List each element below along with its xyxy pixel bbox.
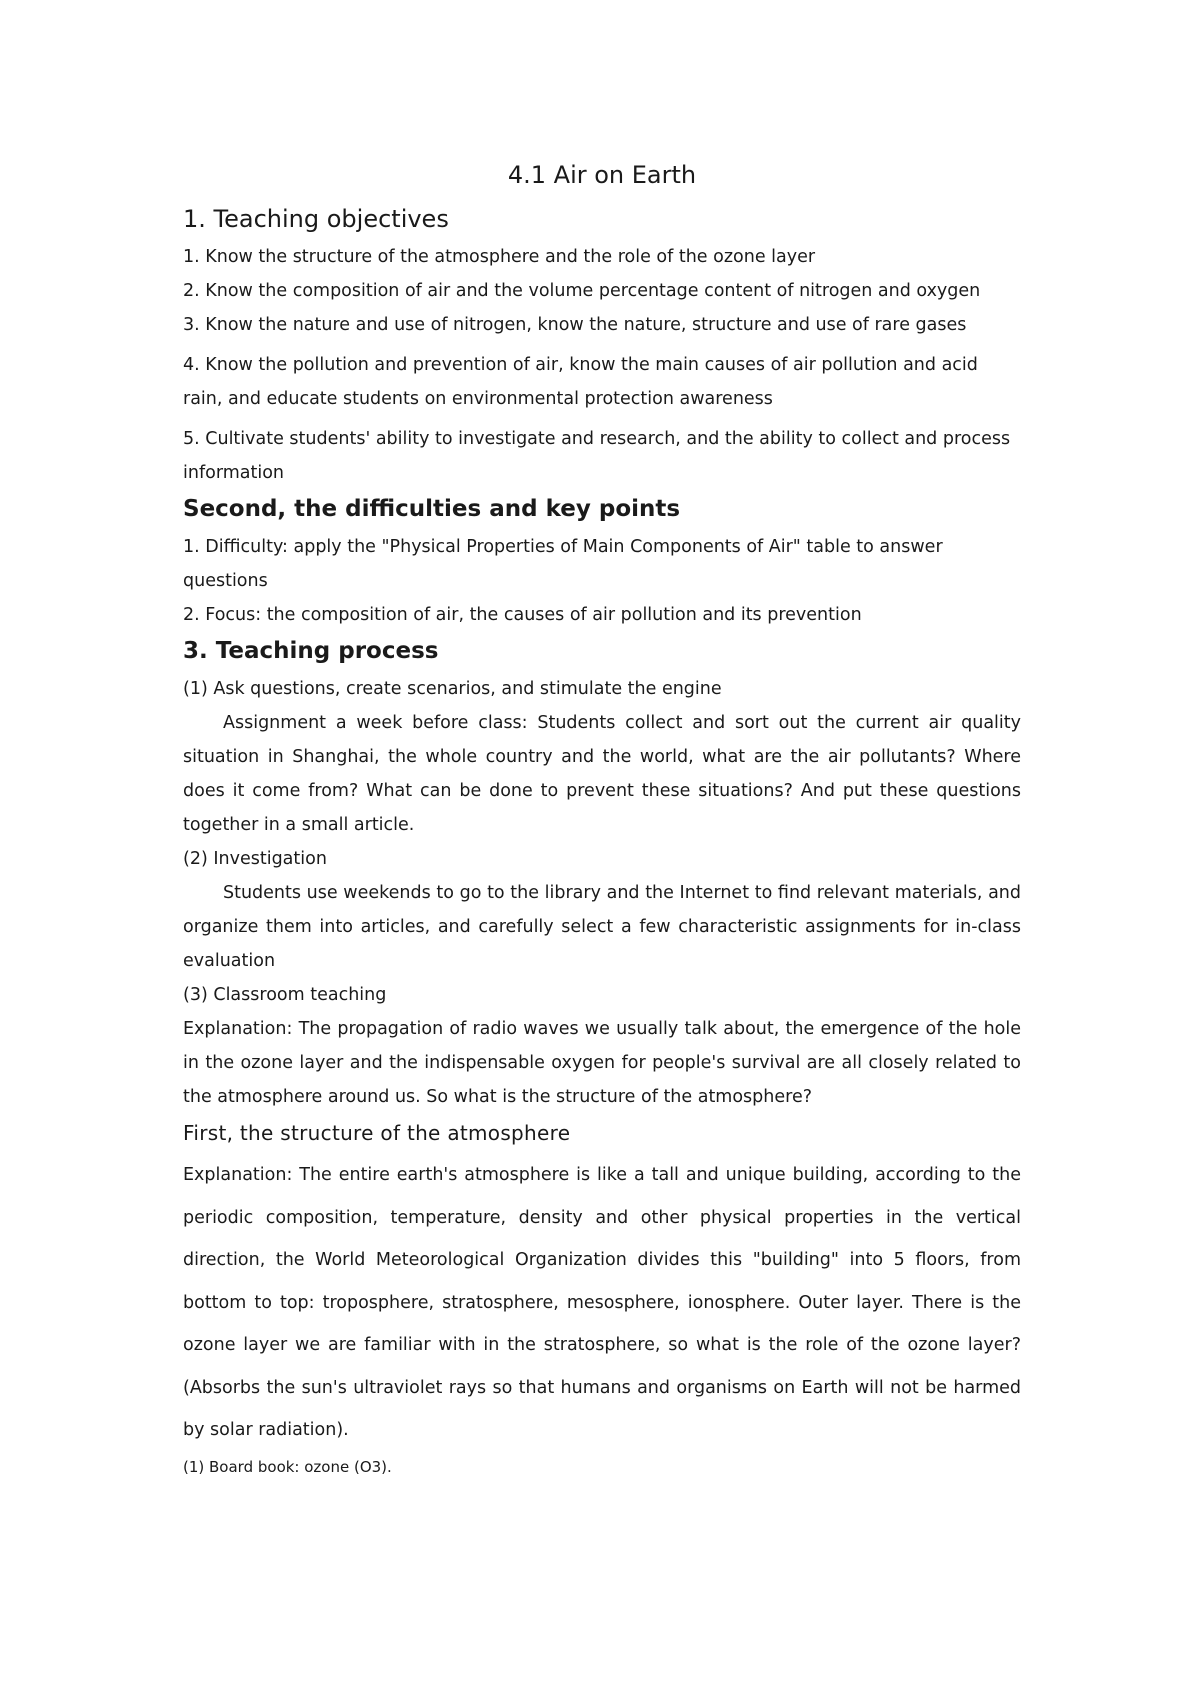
section-heading-difficulties: Second, the difficulties and key points (183, 496, 681, 522)
process-step-label: (1) Ask questions, create scenarios, and stimulate the engine (183, 679, 722, 699)
process-step-label: (2) Investigation (183, 849, 327, 869)
process-step-text: Explanation: The propagation of radio waves we usually talk about, the emergence of the hole in the ozone layer and the indispensable oxygen for people's survival are all closely related to the atmosphere around us. So what is the structure of the atmosphere? (183, 1019, 1021, 1107)
section-heading-process: 3. Teaching process (183, 638, 439, 664)
objective-item: 4. Know the pollution and prevention of air, know the main causes of air pollution and acid rain, and educate students on environmental protection awareness (183, 355, 978, 409)
subsection-heading-structure: First, the structure of the atmosphere (183, 1121, 571, 1145)
board-book-note: (1) Board book: ozone (O3). (183, 1457, 392, 1476)
objective-item: 3. Know the nature and use of nitrogen, know the nature, structure and use of rare gases (183, 315, 967, 335)
objective-item: 5. Cultivate students' ability to investigate and research, and the ability to collect and process information (183, 429, 1011, 483)
difficulty-item: 2. Focus: the composition of air, the causes of air pollution and its prevention (183, 605, 862, 625)
structure-explanation: Explanation: The entire earth's atmosphere is like a tall and unique building, according to the periodic composition, temperature, density and other physical properties in the vertical direction, the World Meteorological Organization divides this "building" into 5 floors, from bottom to top: troposphere, stratosphere, mesosphere, ionosphere. Outer layer. There is the ozone layer we are familiar with in the stratosphere, so what is the role of the ozone layer? (Absorbs the sun's ultraviolet rays so that humans and organisms on Earth will not be harmed by solar radiation). (183, 1165, 1021, 1440)
objective-item: 2. Know the composition of air and the volume percentage content of nitrogen and oxygen (183, 281, 981, 301)
process-step-label: (3) Classroom teaching (183, 985, 387, 1005)
document-body (183, 158, 1021, 1480)
objective-item: 1. Know the structure of the atmosphere and the role of the ozone layer (183, 247, 816, 267)
process-step-text: Assignment a week before class: Students collect and sort out the current air quality situation in Shanghai, the whole country and the world, what are the air pollutants? Where does it come from? What can be done to prevent these situations? And put these questions together in a small article. (183, 713, 1021, 835)
process-step-text: Students use weekends to go to the library and the Internet to find relevant materials, and organize them into articles, and carefully select a few characteristic assignments for in-class evaluation (183, 883, 1021, 971)
document-title: 4.1 Air on Earth (507, 161, 697, 189)
difficulty-item: 1. Difficulty: apply the "Physical Properties of Main Components of Air" table to answer questions (183, 537, 943, 591)
section-heading-objectives: 1. Teaching objectives (183, 205, 449, 233)
